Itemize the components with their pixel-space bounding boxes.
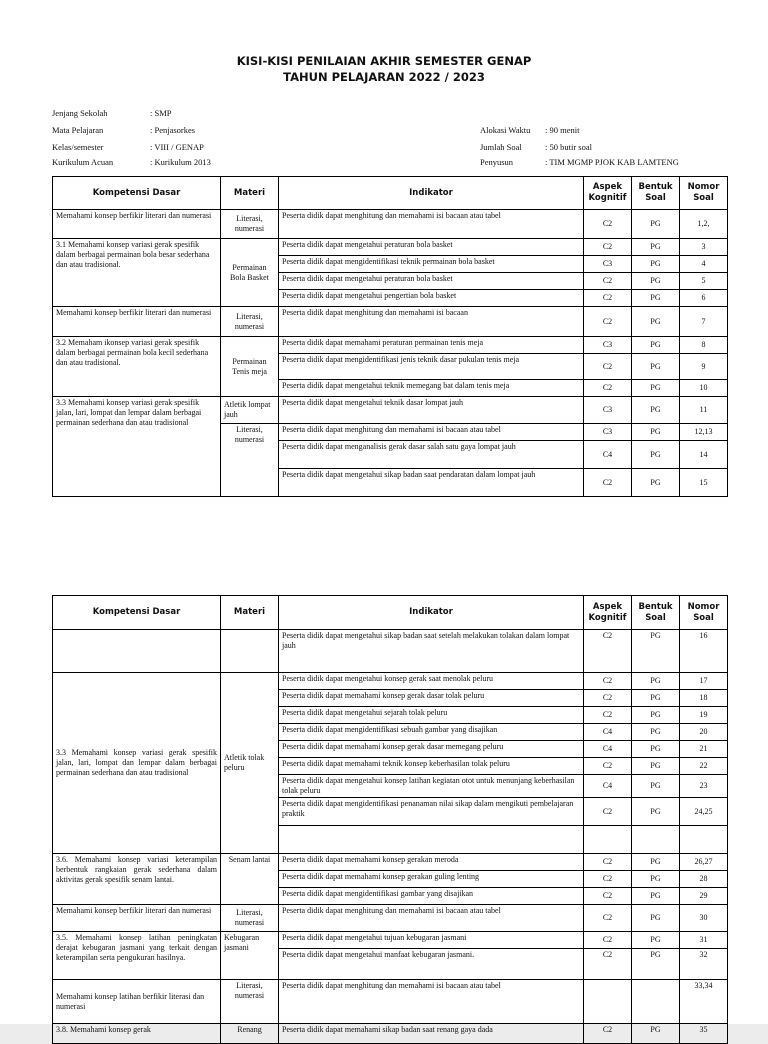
materi-cell: Literasi, numerasi <box>221 210 279 239</box>
indikator-cell: Peserta didik dapat memahami sikap badan saat renang gaya dada <box>279 1024 584 1044</box>
aspek-cell: C4 <box>584 775 632 798</box>
bentuk-cell: PG <box>632 871 680 888</box>
meta-label: Kurikulum Acuan <box>52 157 114 167</box>
column-header: Aspek Kognitif <box>584 596 632 630</box>
nomor-cell: 1,2, <box>680 210 728 239</box>
kd-cell: Memahami konsep berfikir literari dan numerasi <box>53 307 221 337</box>
nomor-cell: 35 <box>680 1024 728 1044</box>
kd-cell: 3.8. Memahami konsep gerak <box>53 1024 221 1044</box>
materi-cell <box>221 630 279 673</box>
aspek-cell: C3 <box>584 256 632 273</box>
materi-cell: Atletik lompat jauh <box>221 397 279 424</box>
aspek-cell: C2 <box>584 798 632 826</box>
aspek-cell: C4 <box>584 441 632 469</box>
bentuk-cell: PG <box>632 775 680 798</box>
aspek-cell: C2 <box>584 380 632 397</box>
indikator-cell: Peserta didik dapat memahami konsep gerak dasar tolak peluru <box>279 690 584 707</box>
document-subtitle: TAHUN PELAJARAN 2022 / 2023 <box>283 70 485 84</box>
table-row <box>53 337 728 354</box>
table-row <box>53 397 728 424</box>
aspek-cell: C4 <box>584 741 632 758</box>
indikator-cell: Peserta didik dapat menghitung dan memahami isi bacaan atau tabel <box>279 980 584 1024</box>
nomor-cell: 33,34 <box>680 980 728 1024</box>
aspek-cell: C2 <box>584 239 632 256</box>
indikator-cell <box>279 826 584 854</box>
bentuk-cell: PG <box>632 239 680 256</box>
nomor-cell: 4 <box>680 256 728 273</box>
indikator-cell: Peserta didik dapat mengetahui peraturan bola basket <box>279 273 584 290</box>
kd-cell: 3.1 Memahami konsep variasi gerak spesifik dalam berbagai permainan bola besar sederhana dan atau tradisional. <box>53 239 221 307</box>
nomor-cell: 20 <box>680 724 728 741</box>
bentuk-cell: PG <box>632 854 680 871</box>
bentuk-cell: PG <box>632 888 680 905</box>
indikator-cell: Peserta didik dapat mengetahui pengertian bola basket <box>279 290 584 307</box>
indikator-cell: Peserta didik dapat mengetahui sikap badan saat setelah melakukan tolakan dalam lompat jauh <box>279 630 584 673</box>
indikator-cell: Peserta didik dapat mengetahui sikap badan saat pendaratan dalam lompat jauh <box>279 469 584 497</box>
aspek-cell: C2 <box>584 905 632 932</box>
aspek-cell: C2 <box>584 469 632 497</box>
aspek-cell: C2 <box>584 707 632 724</box>
table-row <box>53 307 728 337</box>
bentuk-cell: PG <box>632 256 680 273</box>
column-header: Aspek Kognitif <box>584 177 632 210</box>
indikator-cell: Peserta didik dapat mengetahui peraturan bola basket <box>279 239 584 256</box>
aspek-cell: C2 <box>584 290 632 307</box>
meta-value: : Kurikulum 2013 <box>150 157 211 167</box>
nomor-cell: 3 <box>680 239 728 256</box>
column-header: Materi <box>221 596 279 630</box>
materi-cell: Literasi, numerasi <box>221 980 279 1024</box>
indikator-cell: Peserta didik dapat menghitung dan memahami isi bacaan atau tabel <box>279 210 584 239</box>
indikator-cell: Peserta didik dapat menganalisis gerak dasar salah satu gaya lompat jauh <box>279 441 584 469</box>
aspek-cell: C3 <box>584 337 632 354</box>
bentuk-cell: PG <box>632 441 680 469</box>
indikator-cell: Peserta didik dapat memahami teknik konsep keberhasilan tolak peluru <box>279 758 584 775</box>
nomor-cell: 32 <box>680 949 728 980</box>
meta-label: Kelas/semester <box>52 142 104 152</box>
indikator-cell: Peserta didik dapat mengidentifikasi penanaman nilai sikap dalam mengikuti pembelajaran praktik <box>279 798 584 826</box>
nomor-cell: 10 <box>680 380 728 397</box>
nomor-cell: 18 <box>680 690 728 707</box>
bentuk-cell: PG <box>632 354 680 380</box>
nomor-cell <box>680 826 728 854</box>
indikator-cell: Peserta didik dapat mengetahui teknik memegang bat dalam tenis meja <box>279 380 584 397</box>
aspek-cell: C2 <box>584 210 632 239</box>
meta-value: : 90 menit <box>545 125 580 135</box>
aspek-cell: C3 <box>584 424 632 441</box>
bentuk-cell: PG <box>632 690 680 707</box>
bentuk-cell: PG <box>632 397 680 424</box>
table-row <box>53 673 728 690</box>
meta-label: Jenjang Sekolah <box>52 108 108 118</box>
meta-label: Alokasi Waktu <box>480 125 531 135</box>
nomor-cell: 12,13 <box>680 424 728 441</box>
bentuk-cell: PG <box>632 724 680 741</box>
grid-table-1 <box>52 176 728 497</box>
nomor-cell: 28 <box>680 871 728 888</box>
kd-cell: 3.6. Memahami konsep variasi keterampilan berbentuk rangkaian gerak sederhana dalam aktivitas gerak spesifik senam lantai. <box>53 854 221 905</box>
bentuk-cell <box>632 826 680 854</box>
nomor-cell: 9 <box>680 354 728 380</box>
nomor-cell: 29 <box>680 888 728 905</box>
aspek-cell: C2 <box>584 854 632 871</box>
aspek-cell: C2 <box>584 307 632 337</box>
bentuk-cell: PG <box>632 210 680 239</box>
column-header: Indikator <box>279 177 584 210</box>
aspek-cell: C2 <box>584 871 632 888</box>
bentuk-cell: PG <box>632 290 680 307</box>
indikator-cell: Peserta didik dapat mengidentifikasi sebuah gambar yang disajikan <box>279 724 584 741</box>
materi-cell: Renang <box>221 1024 279 1044</box>
table-row <box>53 1024 728 1044</box>
nomor-cell: 5 <box>680 273 728 290</box>
indikator-cell: Peserta didik dapat mengetahui sejarah tolak peluru <box>279 707 584 724</box>
indikator-cell: Peserta didik dapat mengetahui tujuan kebugaran jasmani <box>279 932 584 949</box>
meta-label: Mata Pelajaran <box>52 125 104 135</box>
aspek-cell <box>584 980 632 1024</box>
bentuk-cell: PG <box>632 741 680 758</box>
bentuk-cell: PG <box>632 949 680 980</box>
bentuk-cell: PG <box>632 307 680 337</box>
kd-cell: Memahami konsep berfikir literari dan numerasi <box>53 905 221 932</box>
nomor-cell: 24,25 <box>680 798 728 826</box>
column-header: Nomor Soal <box>680 177 728 210</box>
materi-cell: Literasi, numerasi <box>221 307 279 337</box>
bentuk-cell: PG <box>632 673 680 690</box>
indikator-cell: Peserta didik dapat menghitung dan memahami isi bacaan atau tabel <box>279 905 584 932</box>
indikator-cell: Peserta didik dapat mengidentifikasi jenis teknik dasar pukulan tenis meja <box>279 354 584 380</box>
column-header: Kompetensi Dasar <box>53 177 221 210</box>
bentuk-cell <box>632 980 680 1024</box>
materi-cell: Atletik tolak peluru <box>221 673 279 854</box>
nomor-cell: 14 <box>680 441 728 469</box>
indikator-cell: Peserta didik dapat memahami konsep gerakan guling lenting <box>279 871 584 888</box>
aspek-cell: C2 <box>584 690 632 707</box>
aspek-cell: C2 <box>584 758 632 775</box>
column-header: Nomor Soal <box>680 596 728 630</box>
nomor-cell: 21 <box>680 741 728 758</box>
indikator-cell: Peserta didik dapat mengidentifikasi teknik permainan bola basket <box>279 256 584 273</box>
table-row <box>53 905 728 932</box>
nomor-cell: 26,27 <box>680 854 728 871</box>
bentuk-cell: PG <box>632 337 680 354</box>
nomor-cell: 8 <box>680 337 728 354</box>
nomor-cell: 22 <box>680 758 728 775</box>
aspek-cell: C2 <box>584 949 632 980</box>
aspek-cell <box>584 826 632 854</box>
kd-cell <box>53 630 221 673</box>
bentuk-cell: PG <box>632 932 680 949</box>
indikator-cell: Peserta didik dapat menghitung dan memahami isi bacaan <box>279 307 584 337</box>
aspek-cell: C2 <box>584 1024 632 1044</box>
bentuk-cell: PG <box>632 273 680 290</box>
materi-cell: Literasi, numerasi <box>221 424 279 497</box>
indikator-cell: Peserta didik dapat mengetahui manfaat kebugaran jasmani. <box>279 949 584 980</box>
indikator-cell: Peserta didik dapat mengidentifikasi gambar yang disajikan <box>279 888 584 905</box>
column-header: Bentuk Soal <box>632 596 680 630</box>
bentuk-cell: PG <box>632 380 680 397</box>
aspek-cell: C2 <box>584 673 632 690</box>
meta-label: Penyusun <box>480 157 514 167</box>
aspek-cell: C3 <box>584 397 632 424</box>
materi-cell: Permainan Bola Basket <box>221 239 279 307</box>
meta-value: : TIM MGMP PJOK KAB LAMTENG <box>545 157 679 167</box>
indikator-cell: Peserta didik dapat mengetahui konsep latihan kegiatan otot untuk menunjang keberhasilan tolak peluru <box>279 775 584 798</box>
kd-cell: 3.2 Memaham ikonsep variasi gerak spesifik dalam berbagai permainan bola kecil sederhana dan atau tradisional. <box>53 337 221 397</box>
nomor-cell: 7 <box>680 307 728 337</box>
indikator-cell: Peserta didik dapat memahami peraturan permainan tenis meja <box>279 337 584 354</box>
kd-cell: 3.3 Memahami konsep variasi gerak spesifik jalan, lari, lompat dan lempar dalam berbagai permainan sederhana dan atau tradisional <box>53 397 221 497</box>
bentuk-cell: PG <box>632 758 680 775</box>
aspek-cell: C2 <box>584 354 632 380</box>
kd-cell: Memahami konsep latihan berfikir literasi dan numerasi <box>53 980 221 1024</box>
aspek-cell: C2 <box>584 273 632 290</box>
nomor-cell: 15 <box>680 469 728 497</box>
kd-cell: Memahami konsep berfikir literari dan numerasi <box>53 210 221 239</box>
table-row <box>53 854 728 871</box>
bentuk-cell: PG <box>632 630 680 673</box>
indikator-cell: Peserta didik dapat mengetahui teknik dasar lompat jauh <box>279 397 584 424</box>
materi-cell: Senam lantai <box>221 854 279 905</box>
column-header: Indikator <box>279 596 584 630</box>
meta-value: : 50 butir soal <box>545 142 592 152</box>
indikator-cell: Peserta didik dapat memahami konsep gerak dasar memegang peluru <box>279 741 584 758</box>
nomor-cell: 17 <box>680 673 728 690</box>
table-row <box>53 980 728 1024</box>
bentuk-cell: PG <box>632 798 680 826</box>
bentuk-cell: PG <box>632 469 680 497</box>
column-header: Kompetensi Dasar <box>53 596 221 630</box>
meta-value: : VIII / GENAP <box>150 142 204 152</box>
aspek-cell: C2 <box>584 932 632 949</box>
indikator-cell: Peserta didik dapat menghitung dan memahami isi bacaan atau tabel <box>279 424 584 441</box>
bentuk-cell: PG <box>632 707 680 724</box>
nomor-cell: 16 <box>680 630 728 673</box>
meta-label: Jumlah Soal <box>480 142 522 152</box>
table-row <box>53 239 728 256</box>
aspek-cell: C2 <box>584 888 632 905</box>
kd-cell: 3.5. Memahami konsep latihan peningkatan derajat kebugaran jasmani yang terkait dengan keterampilan serta pengukuran hasilnya. <box>53 932 221 980</box>
document-title: KISI-KISI PENILAIAN AKHIR SEMESTER GENAP <box>236 54 532 68</box>
nomor-cell: 19 <box>680 707 728 724</box>
table-row <box>53 210 728 239</box>
bentuk-cell: PG <box>632 1024 680 1044</box>
aspek-cell: C4 <box>584 724 632 741</box>
materi-cell: Literasi, numerasi <box>221 905 279 932</box>
materi-cell: Kebugaran jasmani <box>221 932 279 980</box>
nomor-cell: 23 <box>680 775 728 798</box>
meta-value: : SMP <box>150 108 172 118</box>
aspek-cell: C2 <box>584 630 632 673</box>
materi-cell: Permainan Tenis meja <box>221 337 279 397</box>
indikator-cell: Peserta didik dapat memahami konsep gerakan meroda <box>279 854 584 871</box>
indikator-cell: Peserta didik dapat mengetahui konsep gerak saat menolak peluru <box>279 673 584 690</box>
column-header: Bentuk Soal <box>632 177 680 210</box>
column-header: Materi <box>221 177 279 210</box>
bentuk-cell: PG <box>632 905 680 932</box>
nomor-cell: 31 <box>680 932 728 949</box>
table-row <box>53 630 728 673</box>
table-row <box>53 932 728 949</box>
nomor-cell: 11 <box>680 397 728 424</box>
bentuk-cell: PG <box>632 424 680 441</box>
grid-table-2 <box>52 595 728 1044</box>
kd-cell: 3.3 Memahami konsep variasi gerak spesifik jalan, lari, lompat dan lempar dalam berbagai permainan sederhana dan atau tradisional <box>53 673 221 854</box>
meta-value: : Penjasorkes <box>150 125 196 135</box>
nomor-cell: 30 <box>680 905 728 932</box>
nomor-cell: 6 <box>680 290 728 307</box>
